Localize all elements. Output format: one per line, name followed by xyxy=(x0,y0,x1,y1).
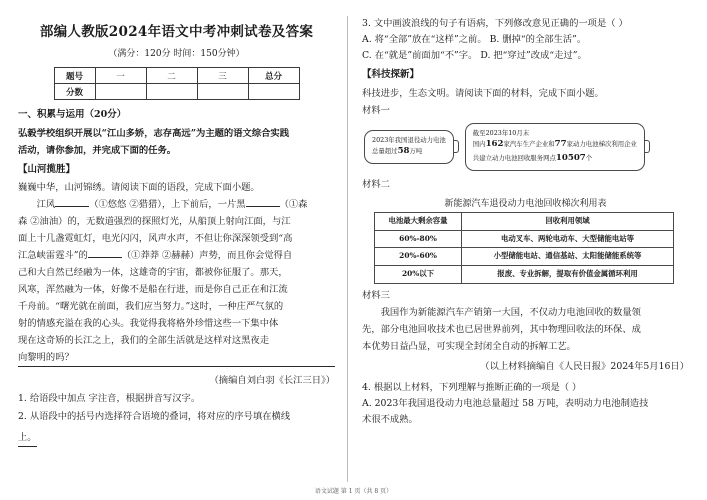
passage-line-7: 千舟前。“曙光就在前面，我们应当努力。”这时，一种庄严气氛的 xyxy=(18,301,284,313)
activity-intro-line-1: 弘毅学校组织开展以“江山多娇，志存高远”为主题的语文综合实践 xyxy=(18,127,290,139)
battery-stat-left xyxy=(364,130,459,164)
passage-line-4 xyxy=(18,248,335,264)
right-column xyxy=(360,14,689,428)
two-column-layout xyxy=(18,14,689,484)
battery-left-line-1: 2023年我国退役动力电池 xyxy=(372,135,446,144)
question-4-option-a-line-1: A. 2023年我国退役动力电池总量超过 58 万吨，表明动力电池制造技 xyxy=(362,397,649,409)
cell-usage-1: 电动叉车、两轮电动车、大型储能电站等 xyxy=(462,230,674,248)
score-cell-3 xyxy=(197,84,248,100)
battery-right-value-recyclers: 77 xyxy=(554,139,567,150)
score-table xyxy=(54,67,300,100)
column-header-capacity: 电池最大剩余容量 xyxy=(375,212,462,230)
passage-line-5: 己和大自然已经融为一体，这雄奇的宇宙，都被你征服了。那天， xyxy=(18,267,288,279)
activity-intro-line-2: 活动，请你参加，并完成下面的任务。 xyxy=(18,144,177,156)
table-row xyxy=(54,84,299,100)
battery-left-line-2-post: 万吨 xyxy=(409,146,423,155)
battery-right-value-companies: 162 xyxy=(485,139,504,150)
material-3-line-1: 我国作为新能源汽车产销第一大国，不仅动力电池回收的数量领 xyxy=(380,306,641,318)
battery-terminal-icon xyxy=(645,140,650,153)
passage-line-1-part-a: 江风 xyxy=(36,199,56,211)
fill-blank-1 xyxy=(55,197,89,207)
battery-stat-right xyxy=(465,123,650,171)
passage-line-1-part-b: （①悠悠 ②猎猎），上下前后，一片黑 xyxy=(89,199,246,211)
data-table-caption: 新能源汽车退役动力电池回收梯次利用表 xyxy=(444,198,607,209)
passage-line-2: 森 ②油油）的，无数道强烈的探照灯光，从船顶上射向江面，与江 xyxy=(18,216,291,228)
cell-usage-3: 报废、专业拆解，提取有价值金属循环利用 xyxy=(462,266,674,284)
battery-right-line-2 xyxy=(473,138,637,152)
question-2-line-1: 2. 从语段中的括号内选择符合语境的叠词，将对应的序号填在横线 xyxy=(18,411,291,423)
subsection-heading-keji: 【科技探新】 xyxy=(362,68,420,80)
score-cell-1 xyxy=(95,84,146,100)
question-3-stem: 3. 文中画波浪线的句子有语病，下列修改意见正确的一项是（ ） xyxy=(362,18,628,29)
passage-line-3: 面上十几盏霓虹灯，电光闪闪，风声水声，不但让你深深领受到“高 xyxy=(18,233,293,245)
score-table-col-total: 总分 xyxy=(248,68,299,84)
battery-right-line-2-pre: 国内 xyxy=(472,140,486,149)
material-1-label: 材料一 xyxy=(362,104,390,116)
battery-left-line-2-pre: 总量超过 xyxy=(372,146,398,155)
score-table-row-label-score: 分数 xyxy=(54,84,95,100)
passage-prompt: 巍巍中华，山河锦绣。请阅读下面的语段，完成下面小题。 xyxy=(18,182,260,194)
score-cell-2 xyxy=(146,84,197,100)
battery-right-line-2-mid: 家汽车生产企业和 xyxy=(503,140,555,149)
table-row xyxy=(375,248,674,266)
passage-line-1-part-c: （①森 xyxy=(279,199,308,211)
column-divider xyxy=(347,16,348,482)
question-4-option-a-line-2: 术很不成熟。 xyxy=(362,413,418,425)
passage-line-10: 向黎明的吗？ xyxy=(18,350,335,367)
materials-prompt: 科技进步，生态文明。请阅读下面的材料，完成下面小题。 xyxy=(362,87,604,99)
question-3-options-line-1: A. 将“全部”放在“这样”之前。 B. 删掉“的全部生活”。 xyxy=(362,33,587,45)
left-column xyxy=(18,14,347,447)
battery-right-line-1: 截至2023年10月末 xyxy=(472,128,530,137)
battery-right-line-3-post: 个 xyxy=(585,153,593,162)
fill-blank-2 xyxy=(246,197,280,207)
passage-line-8: 射的情感充溢在我的心头。我觉得我将格外珍惜这些一下集中体 xyxy=(18,318,279,330)
material-2-label: 材料二 xyxy=(362,178,390,190)
passage-line-6: 风寒，浑然融为一体，好像不是船在行进，而是你自己正在和江流 xyxy=(18,284,288,296)
table-header-row xyxy=(375,212,674,230)
cell-capacity-2: 20%-60% xyxy=(375,248,462,266)
fill-blank-3 xyxy=(88,248,122,258)
score-table-col-3: 三 xyxy=(197,68,248,84)
battery-right-line-2-post: 家动力电池梯次利用企业 xyxy=(566,140,637,149)
passage-line-4-part-b: （①莽莽 ②赫赫）声势，而且你会觉得自 xyxy=(121,250,293,262)
table-row xyxy=(54,68,299,84)
question-2-line-2: 上。 xyxy=(18,430,37,447)
material-3-label: 材料三 xyxy=(362,289,390,301)
column-header-usage: 回收利用领域 xyxy=(462,212,674,230)
table-row xyxy=(375,230,674,248)
battery-left-line-2 xyxy=(372,145,446,159)
score-table-row-label: 题号 xyxy=(54,68,95,84)
cell-usage-2: 小型储能电站、通信基站、太阳能储能系统等 xyxy=(462,248,674,266)
battery-right-line-3 xyxy=(473,152,637,166)
subsection-heading-shanhe: 【山河揽胜】 xyxy=(18,163,76,175)
question-3-options-line-2: C. 在“就是”前面加“不”字。 D. 把“穿过”改成“走过”。 xyxy=(362,49,587,61)
page-footer: 语文试题 第 1 页（共 8 页） xyxy=(314,488,393,495)
passage-line-4-part-a: 江急峡雷霆斗”的 xyxy=(18,250,88,262)
passage-line-1 xyxy=(18,197,335,213)
passage-source-attribution: （摘编自刘白羽《长江三日》） xyxy=(209,375,336,387)
question-1: 1. 给语段中加点 字注音，根据拼音写汉字。 xyxy=(18,393,201,405)
section-heading-one: 一、积累与运用（20分） xyxy=(18,109,127,120)
page-title: 部编人教版2024年语文中考冲刺试卷及答案 xyxy=(39,24,314,40)
battery-infographic-row xyxy=(364,123,689,171)
table-row xyxy=(375,266,674,284)
battery-right-content xyxy=(465,123,645,171)
page-subtitle: （满分：120分 时间：150分钟） xyxy=(108,49,245,59)
battery-left-content xyxy=(364,130,454,164)
cell-capacity-1: 60%-80% xyxy=(375,230,462,248)
battery-right-line-3-pre: 共建立动力电池回收服务网点 xyxy=(472,153,556,162)
score-table-col-2: 二 xyxy=(146,68,197,84)
battery-recycling-table xyxy=(374,212,674,284)
score-table-col-1: 一 xyxy=(95,68,146,84)
cell-capacity-3: 20%以下 xyxy=(375,266,462,284)
question-4-stem: 4. 根据以上材料，下列理解与推断正确的一项是（ ） xyxy=(362,381,582,393)
score-table-wrapper xyxy=(18,67,335,100)
battery-left-value: 58 xyxy=(397,145,410,156)
material-3-line-3: 本优势日益凸显，可实现全封闭全自动的拆解工艺。 xyxy=(362,340,576,352)
score-cell-total xyxy=(248,84,299,100)
material-3-source-attribution: （以上材料摘编自《人民日报》2024年5月16日） xyxy=(480,360,689,372)
battery-right-value-sites: 10507 xyxy=(555,152,586,163)
passage-line-9: 现在这奇矫的长江之上，我们的全部生活就是这样对这黑夜走 xyxy=(18,335,270,347)
battery-terminal-icon xyxy=(454,140,459,153)
material-3-line-2: 先，部分电池回收技术也已居世界前列，其中物理回收法的环保、成 xyxy=(362,323,641,335)
